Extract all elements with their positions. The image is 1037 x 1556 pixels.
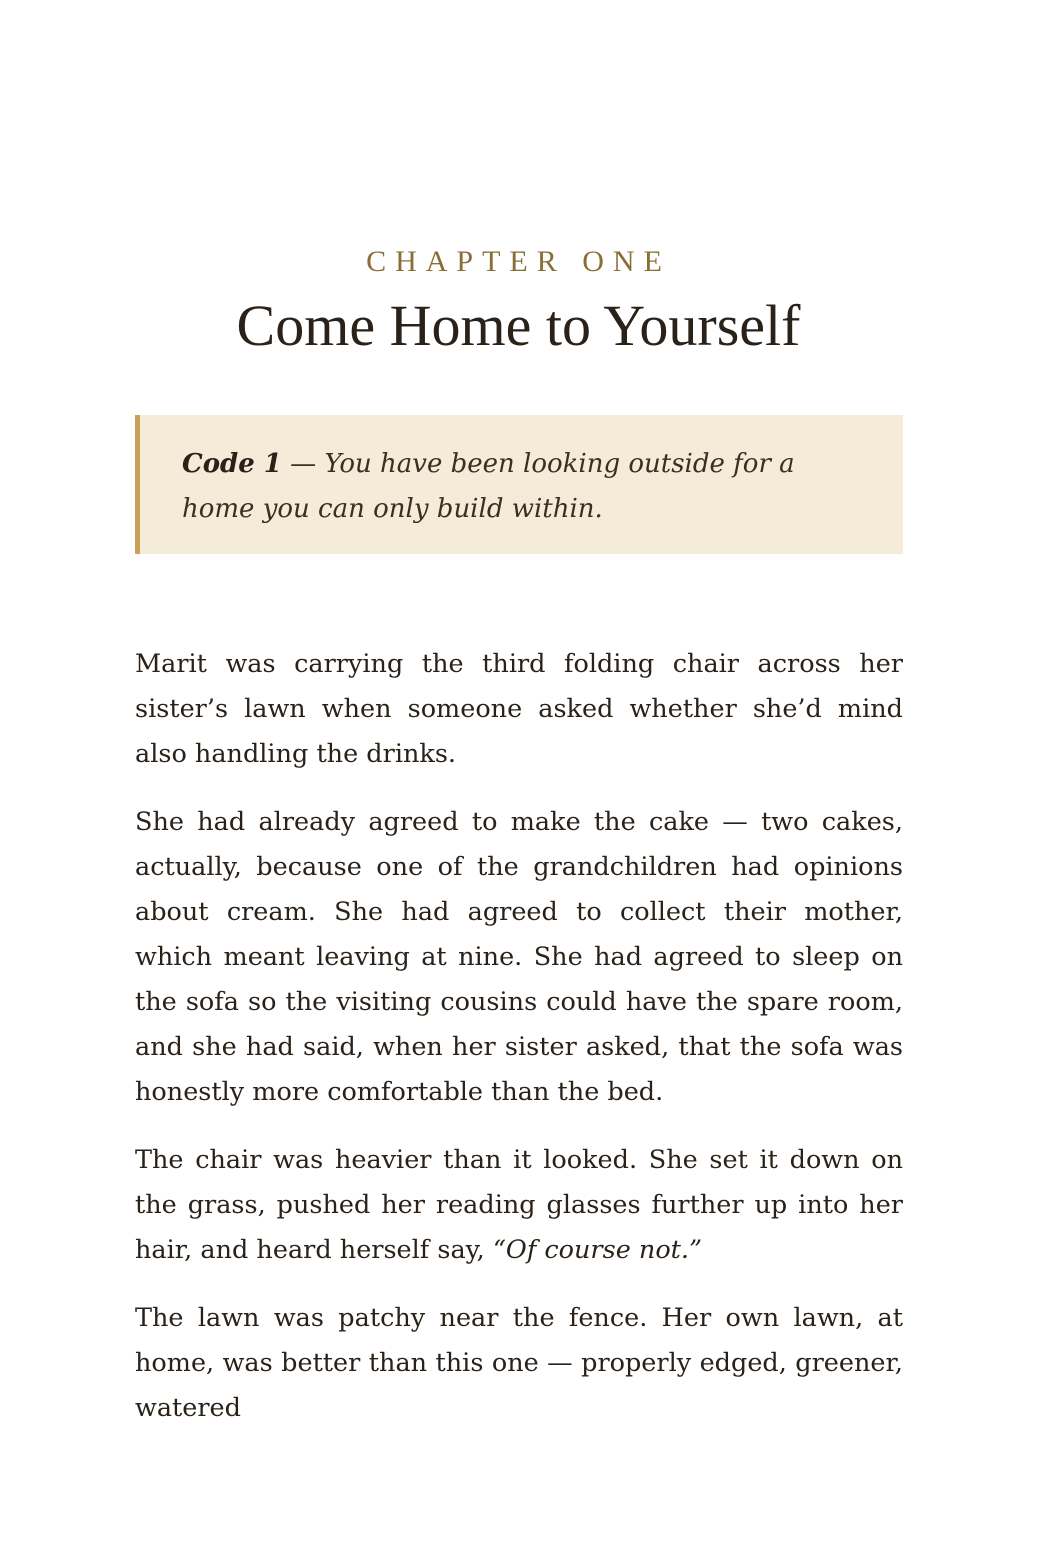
paragraph: She had already agreed to make the cake — two cakes, actually, because one of the grandchildren had opinions about cream. She had agreed to collect their mother, which meant leaving at nine. She had agreed to sleep on the sofa so the visiting cousins could have the spare room, and she had said, when her sister asked, that the sofa was honestly more comfortable than the bed. xyxy=(135,807,903,1107)
paragraph-text: The chair was heavier than it looked. She set it down on the grass, pushed her reading glasses further up into her hair, and heard herself say, xyxy=(135,1145,903,1265)
chapter-label: CHAPTER ONE xyxy=(366,245,671,278)
dialogue-quote: “Of course not.” xyxy=(492,1235,703,1265)
chapter-body xyxy=(135,642,903,1454)
paragraph: The lawn was patchy near the fence. Her own lawn, at home, was better than this one — properly edged, greener, watered xyxy=(135,1303,903,1423)
paragraph: Marit was carrying the third folding chair across her sister’s lawn when someone asked whether she’d mind also handling the drinks. xyxy=(135,649,903,769)
chapter-title: Come Home to Yourself xyxy=(236,293,801,358)
epigraph-text: You have been looking outside for a home you can only build within. xyxy=(182,449,795,524)
epigraph-callout xyxy=(135,415,903,554)
paragraph xyxy=(135,1138,903,1273)
epigraph-code: Code 1 xyxy=(182,449,282,479)
epigraph-separator: — xyxy=(281,449,325,479)
